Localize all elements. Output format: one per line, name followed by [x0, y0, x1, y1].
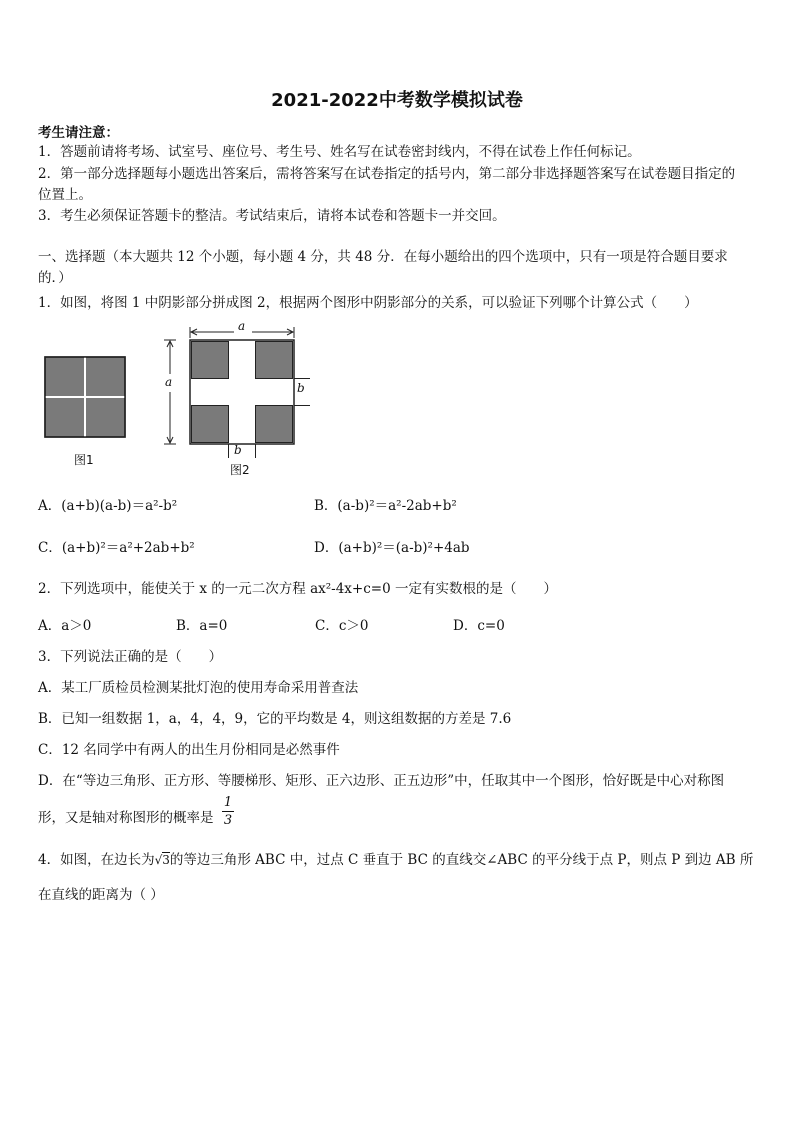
figure-2-caption: 图2: [230, 463, 250, 477]
q2-option-a: A．a＞0: [38, 618, 92, 634]
q1-stem: 1．如图，将图 1 中阴影部分拼成图 2，根据两个图形中阴影部分的关系，可以验证下列哪个计算公式（ ）: [38, 295, 698, 311]
notice-item-1: 1．答题前请将考场、试室号、座位号、考生号、姓名写在试卷密封线内，不得在试卷上作任何标记。: [38, 144, 641, 160]
q3-option-b: B．已知一组数据 1，a，4，4，9，它的平均数是 4，则这组数据的方差是 7.6: [38, 711, 512, 727]
notice-item-2-cont: 位置上。: [38, 187, 92, 203]
figure-1: [44, 356, 126, 438]
notice-item-2: 2．第一部分选择题每小题选出答案后，需将答案写在试卷指定的括号内，第二部分非选择题答案写在试卷题目指定的: [38, 166, 736, 182]
q2-stem: 2．下列选项中，能使关于 x 的一元二次方程 ax²-4x+c=0 一定有实数根的是（ ）: [38, 581, 557, 597]
q1-option-d: D．(a+b)²＝(a-b)²+4ab: [314, 540, 470, 556]
figure-2-label-a-top: a: [238, 319, 246, 333]
q4-stem-part1: 4．如图，在边长为: [38, 852, 155, 868]
q3-option-d-cont: 形，又是轴对称图形的概率是: [38, 810, 214, 826]
q4-stem-cont: 在直线的距离为（ ）: [38, 887, 164, 903]
section-heading: 一、选择题（本大题共 12 个小题，每小题 4 分，共 48 分．在每小题给出的四个选项中，只有一项是符合题目要求: [38, 249, 728, 265]
sqrt-radicand: 3: [162, 853, 170, 867]
q2-option-d: D．c=0: [453, 618, 505, 634]
q1-option-b: B．(a-b)²＝a²-2ab+b²: [314, 498, 457, 514]
q2-option-b: B．a=0: [176, 618, 228, 634]
q4-stem: [38, 848, 753, 868]
q4-stem-part2: 的等边三角形 ABC 中，过点 C 垂直于 BC 的直线交∠ABC 的平分线于点 P，则点 P 到边 AB 所: [169, 852, 754, 868]
notice-heading: 考生请注意：: [38, 125, 119, 141]
q3-option-c: C．12 名同学中有两人的出生月份相同是必然事件: [38, 742, 340, 758]
q1-option-c: C．(a+b)²＝a²+2ab+b²: [38, 540, 195, 556]
figure-2-label-a-left: a: [165, 375, 173, 389]
notice-item-3: 3．考生必须保证答题卡的整洁。考试结束后，请将本试卷和答题卡一并交回。: [38, 208, 506, 224]
fraction-numerator: 1: [223, 795, 233, 810]
fraction-denominator: 3: [223, 813, 233, 828]
q3-option-d: D．在“等边三角形、正方形、等腰梯形、矩形、正六边形、正五边形”中，任取其中一个图形，恰好既是中心对称图: [38, 773, 725, 789]
q3-option-a: A．某工厂质检员检测某批灯泡的使用寿命采用普查法: [38, 680, 359, 696]
section-heading-cont: 的．）: [38, 270, 72, 286]
figure-1-caption: 图1: [74, 453, 94, 467]
sqrt-icon: √: [154, 853, 163, 867]
figure-2: [160, 322, 320, 460]
exam-title: 2021-2022中考数学模拟试卷: [271, 90, 523, 111]
q3-stem: 3．下列说法正确的是（ ）: [38, 649, 223, 665]
q2-option-c: C．c＞0: [315, 618, 369, 634]
figure-2-label-b-bottom: b: [234, 443, 242, 457]
figure-2-label-b-right: b: [297, 381, 305, 395]
q3-probability-fraction: [222, 795, 234, 828]
q1-option-a: A．(a+b)(a-b)＝a²-b²: [38, 498, 178, 514]
